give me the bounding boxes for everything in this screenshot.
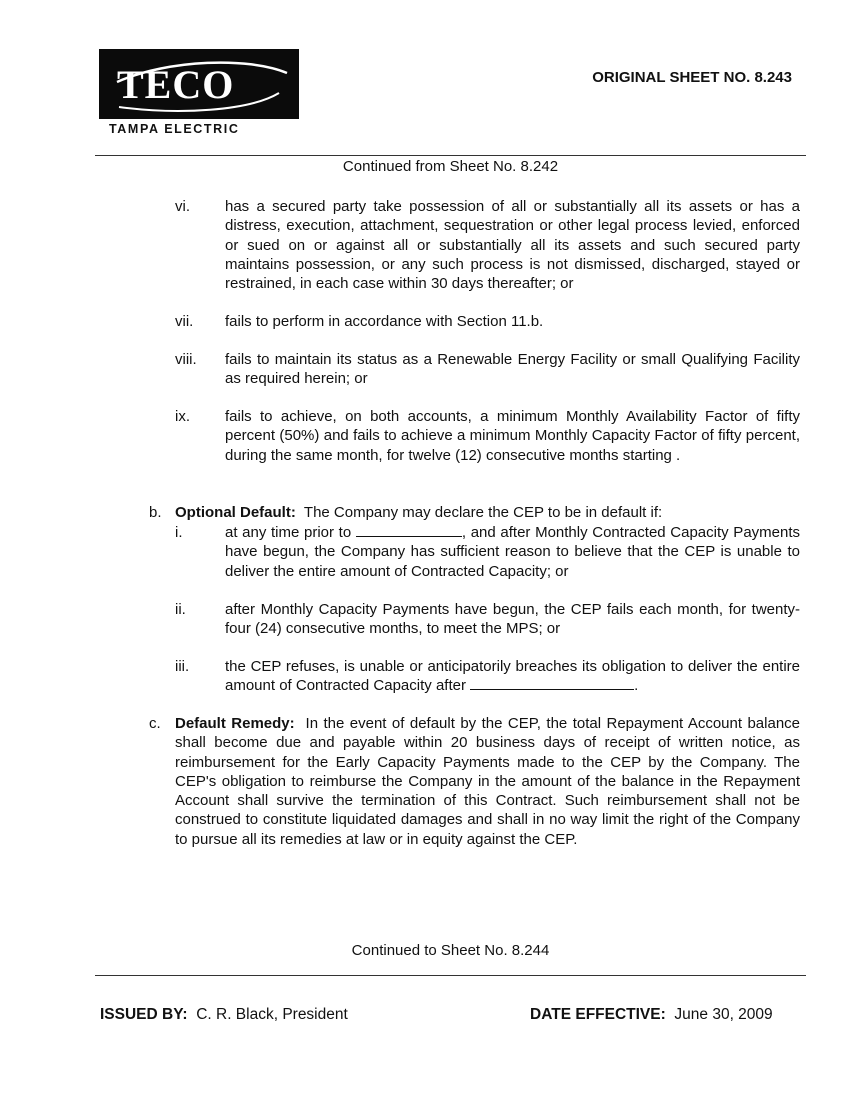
section-c-heading: Default Remedy: — [175, 715, 295, 732]
item-text: fails to perform in accordance with Section 11.b. — [225, 313, 544, 330]
issued-by-label: ISSUED BY: — [100, 1006, 188, 1023]
item-number: vii. — [175, 313, 194, 330]
sheet-number: ORIGINAL SHEET NO. 8.243 — [592, 69, 792, 86]
item-number: viii. — [175, 351, 197, 368]
section-c-paragraph — [175, 714, 800, 849]
issued-by-value: C. R. Black, President — [196, 1006, 348, 1023]
item-text — [225, 657, 800, 696]
teco-logo — [99, 49, 299, 119]
item-text: after Monthly Capacity Payments have begun, the CEP fails each month, for twenty-four (24) consecutive months, to meet the MPS; or — [225, 601, 800, 638]
item-iii-end: . — [634, 677, 639, 695]
section-b-heading: Optional Default: — [175, 504, 296, 521]
item-i-before: at any time prior to — [225, 524, 352, 541]
logo-subtitle: TAMPA ELECTRIC — [109, 122, 240, 136]
footer-divider — [95, 975, 806, 976]
header-divider — [95, 155, 806, 156]
date-effective — [530, 1006, 773, 1024]
item-number: ii. — [175, 601, 186, 618]
section-letter: b. — [149, 504, 162, 521]
item-number: ix. — [175, 408, 190, 425]
logo-wordmark: TECO — [117, 62, 235, 107]
item-number: i. — [175, 524, 183, 541]
continued-to: Continued to Sheet No. 8.244 — [351, 942, 550, 959]
continued-from: Continued from Sheet No. 8.242 — [342, 158, 559, 175]
item-number: iii. — [175, 658, 190, 675]
section-b-intro-text: The Company may declare the CEP to be in default if: — [303, 504, 663, 521]
date-blank — [470, 676, 634, 690]
item-text: has a secured party take possession of all or substantially all its assets or has a distress, execution, attachment, sequestration or other legal process levied, enforced or sued on or against all or substantially all its assets and such secured party maintains possession, or any such process is not dismissed, discharged, stayed or restrained, in each case within 30 days thereafter; or — [225, 198, 800, 293]
section-letter: c. — [149, 715, 161, 732]
section-c-text: In the event of default by the CEP, the total Repayment Account balance shall become due and payable within 20 business days of receipt of written notice, as reimbursement for the Early Capacity Payments made to the CEP by the Company. The CEP's obligation to reimburse the Company in the amount of the balance in the Repayment Account shall survive the termination of this Contract. Such reimbursement shall not be construed to constitute liquidated damages and shall in no way limit the right of the Company to pursue all its remedies at law or in equity against the CEP. — [175, 715, 801, 848]
item-text: fails to maintain its status as a Renewable Energy Facility or small Qualifying Facility as required herein; or — [225, 351, 800, 388]
item-text: fails to achieve, on both accounts, a minimum Monthly Availability Factor of fifty percent (50%) and fails to achieve a minimum Monthly Capacity Factor of fifty percent, during the same month, for twelve (12) consecutive months starting . — [225, 408, 800, 464]
section-b-intro — [175, 503, 800, 522]
item-iii-text: the CEP refuses, is unable or anticipatorily breaches its obligation to deliver the entire amount of Contracted Capacity after — [225, 658, 800, 695]
item-i-after: , and after Monthly Contracted Capacity Payments have begun, the Company has sufficient reason to believe that the CEP is unable to deliver the entire amount of Contracted Capacity; or — [225, 524, 801, 580]
item-number: vi. — [175, 198, 190, 215]
date-effective-value: June 30, 2009 — [674, 1006, 773, 1023]
item-text — [225, 523, 800, 581]
date-effective-label: DATE EFFECTIVE: — [530, 1006, 666, 1023]
date-blank — [356, 523, 462, 537]
issued-by — [100, 1006, 348, 1024]
